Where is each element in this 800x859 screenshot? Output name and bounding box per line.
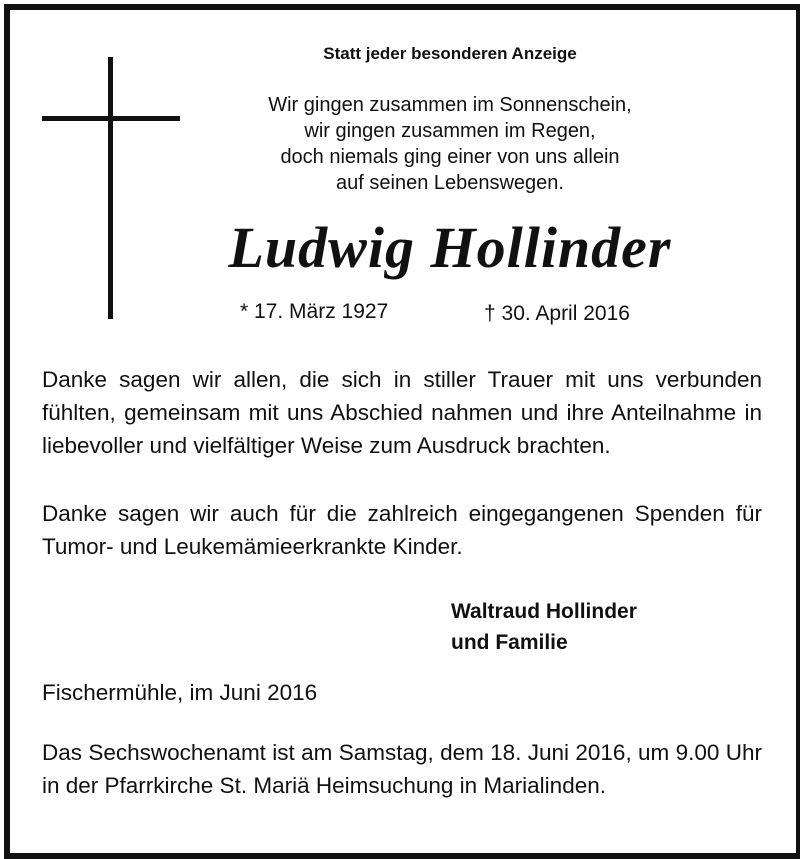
poem-line: wir gingen zusammen im Regen,	[304, 120, 596, 142]
signature	[451, 596, 637, 658]
cross-horizontal-bar	[42, 116, 180, 121]
poem-line: Wir gingen zusammen im Sonnenschein,	[268, 94, 632, 116]
thanks-paragraph: Danke sagen wir allen, die sich in stiller Trauer mit uns verbunden fühlten, gemeinsam mit uns Abschied nahmen und ihre Anteilnahme in liebevoller und vielfältiger Weise zum Ausdruck brachten.	[42, 367, 762, 458]
poem	[200, 92, 700, 196]
service-notice: Das Sechswochenamt ist am Samstag, dem 18. Juni 2016, um 9.00 Uhr in der Pfarrkirche St. Mariä Heimsuchung in Marialinden.	[42, 740, 762, 798]
birth-date: * 17. März 1927	[240, 300, 389, 323]
signature-line: und Familie	[451, 631, 568, 654]
death-date: † 30. April 2016	[484, 302, 630, 325]
signature-line: Waltraud Hollinder	[451, 600, 637, 623]
deceased-name: Ludwig Hollinder	[228, 215, 672, 280]
place-date: Fischermühle, im Juni 2016	[42, 680, 318, 705]
poem-line: doch niemals ging einer von uns allein	[280, 146, 620, 168]
poem-line: auf seinen Lebenswegen.	[336, 172, 564, 194]
notice-header: Statt jeder besonderen Anzeige	[323, 44, 577, 63]
thanks-paragraph: Danke sagen wir auch für die zahlreich eingegangenen Spenden für Tumor- und Leukemämieerkrankte Kinder.	[42, 501, 762, 559]
cross-vertical-bar	[108, 57, 113, 319]
